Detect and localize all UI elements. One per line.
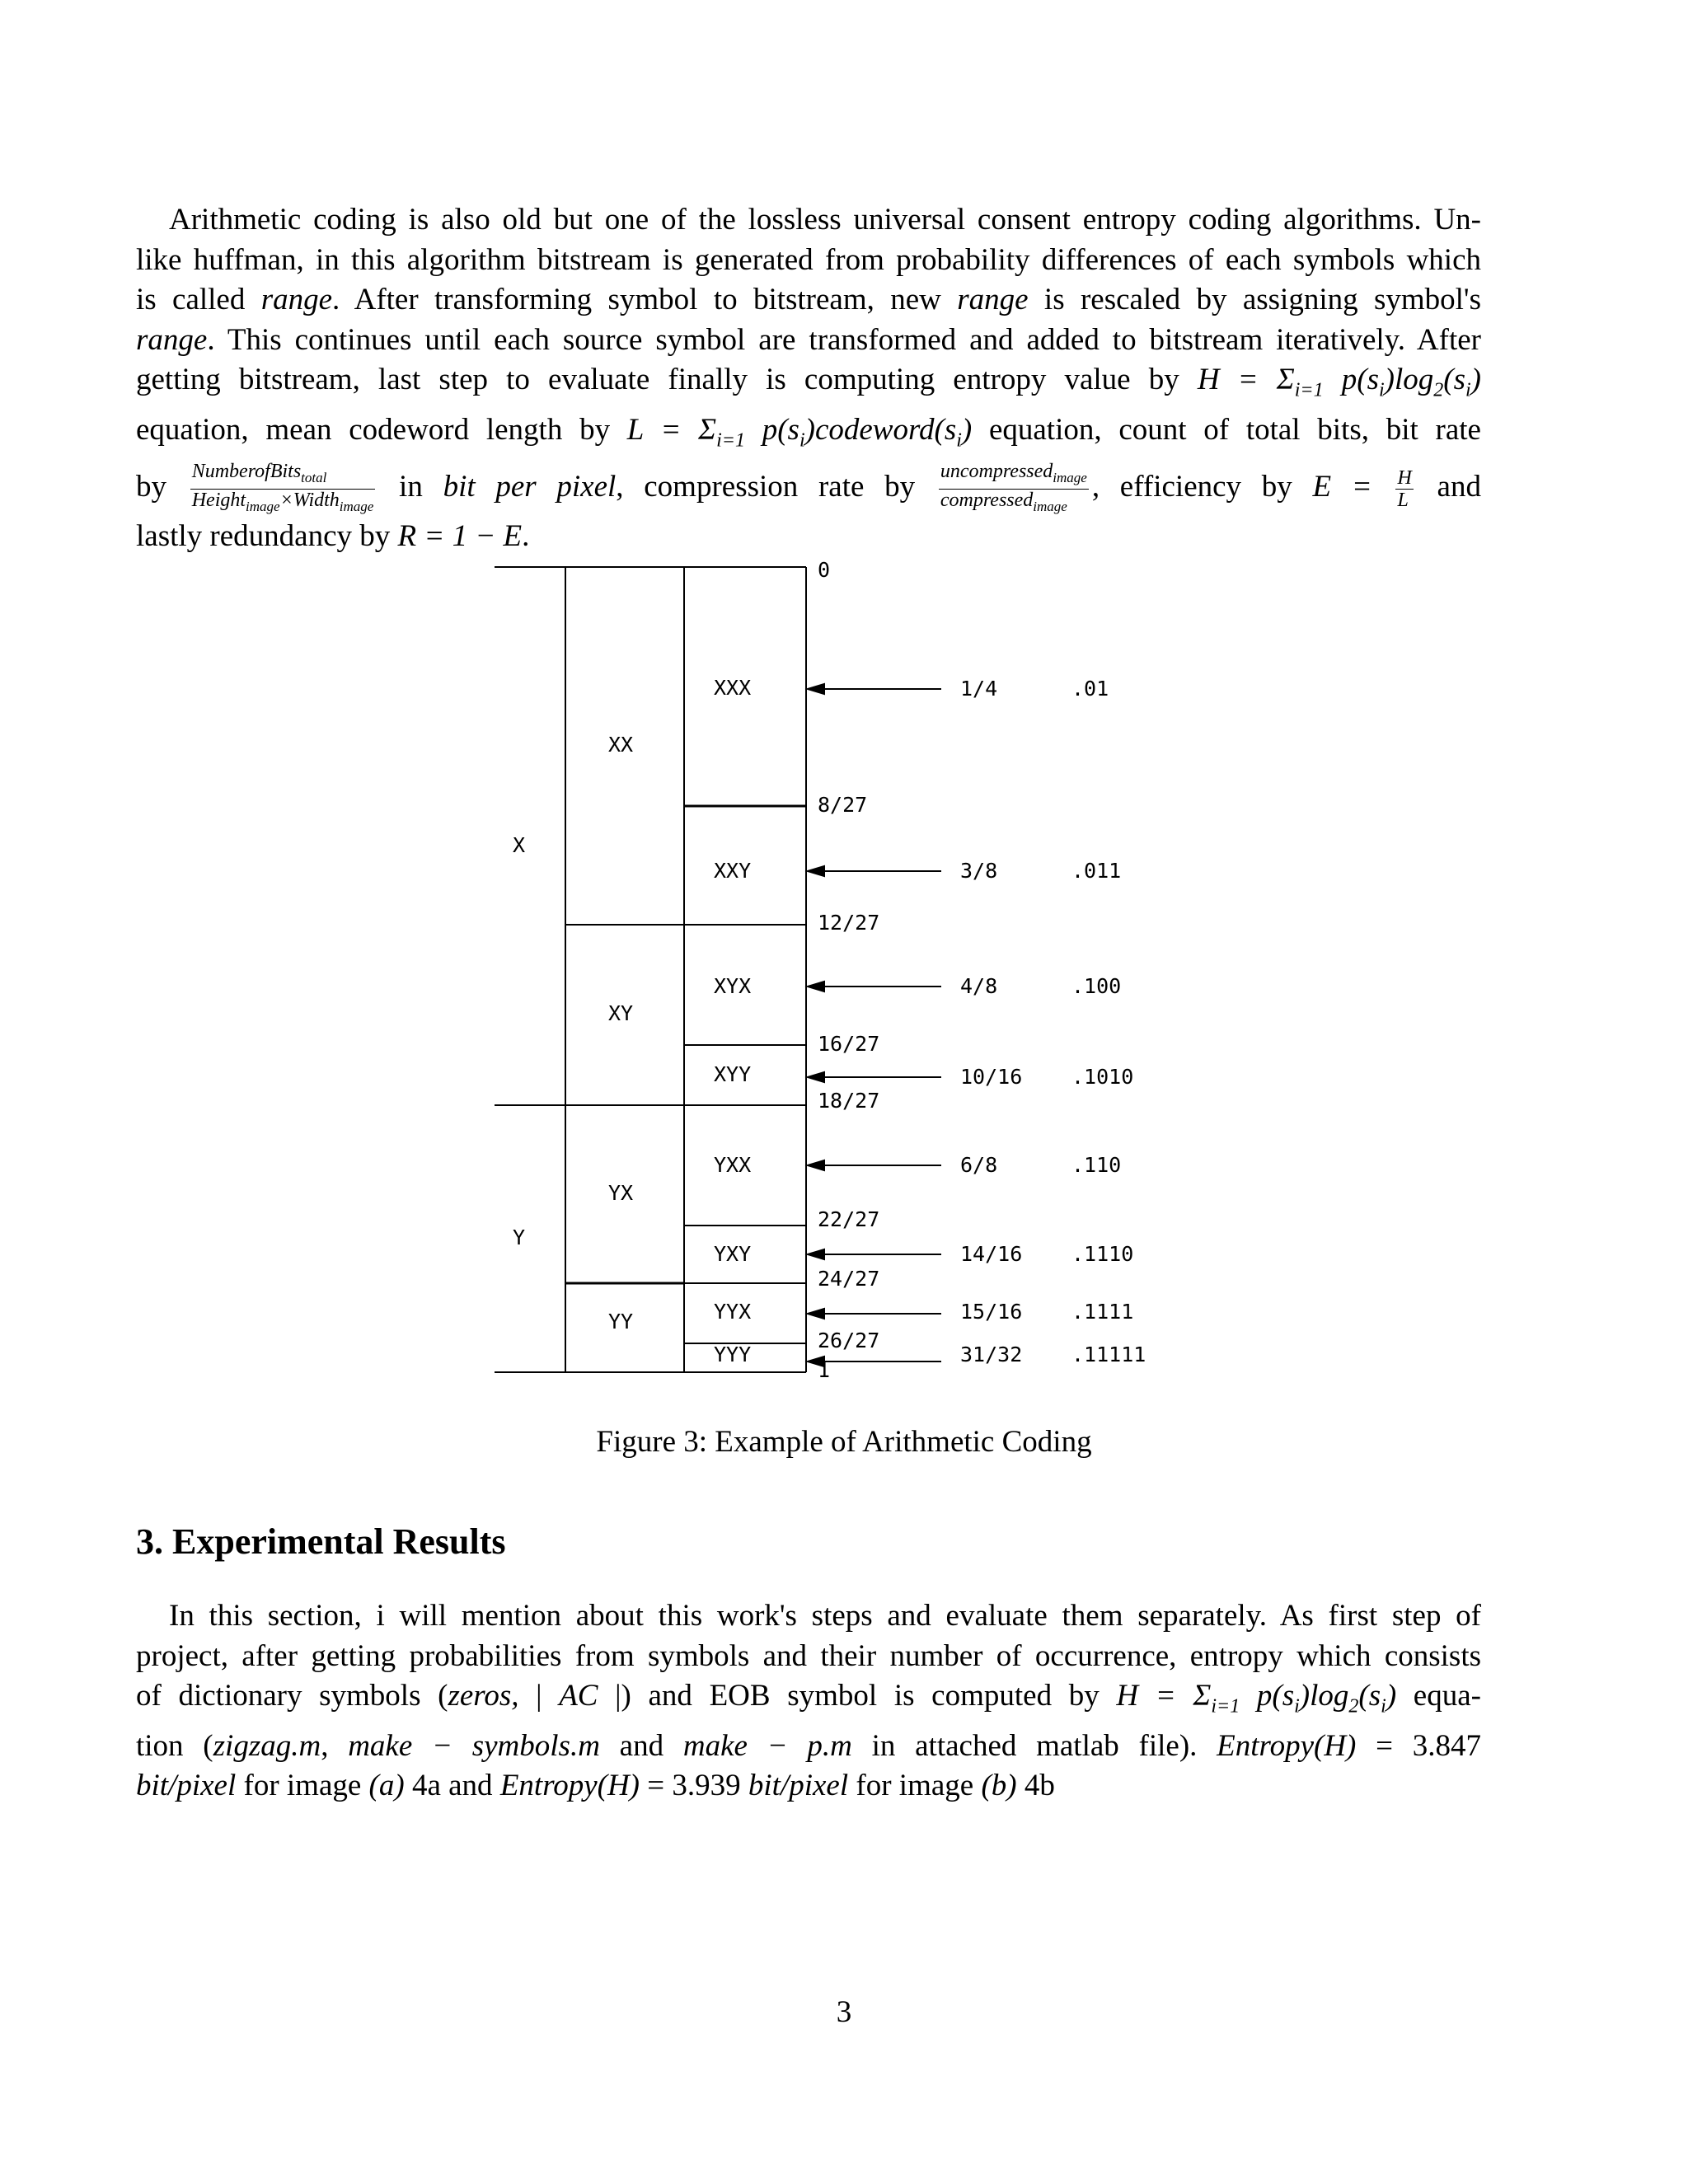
- tag-value: 3/8: [960, 859, 998, 883]
- bitrate-fraction: $\frac{NumberofBits_{total}}{Height_{image}\times Width_{image}}$: [191, 460, 374, 514]
- para1-line: by $\frac{NumberofBits_{total}}{Height_{image}\times Width_{image}}$ in bit per pixel, compression rate by $\frac{uncompressed_{image}}{compressed_{image}}$ , efficiency by E = $\frac{H}{L}$ and: [136, 461, 1481, 518]
- boundary-label: 12/27: [818, 911, 880, 935]
- binary-code: .01: [1071, 677, 1109, 701]
- tag-value: 31/32: [960, 1343, 1023, 1366]
- binary-code: .1110: [1071, 1242, 1134, 1266]
- compression-rate-fraction: $\frac{uncompressed_{image}}{compressed_{image}}$: [940, 460, 1087, 514]
- entropy-equation: $H = \Sigma_{i=1}$ $p(s_i)\log_2(s_i)$: [1116, 1679, 1397, 1718]
- boundary-label: 26/27: [818, 1329, 880, 1352]
- boundary-label: 0: [818, 558, 831, 582]
- level2-label: YY: [608, 1310, 634, 1333]
- codeword-length-equation: $L = \Sigma_{i=1}$ $p(s_i)codeword(s_i)$: [626, 412, 973, 452]
- tag-value: 15/16: [960, 1300, 1023, 1324]
- para1-line: is called range. After transforming symbol to bitstream, new range is rescaled by assigning symbol's: [136, 283, 1481, 316]
- level3-label: XYY: [714, 1062, 752, 1086]
- boundary-label: 18/27: [818, 1089, 880, 1113]
- binary-code: .1010: [1071, 1065, 1134, 1089]
- para1-line: like huffman, in this algorithm bitstream is generated from probability differences of each symbols which: [136, 242, 1481, 277]
- para1-line: getting bitstream, last step to evaluate finally is computing entropy value by $H = \Sigma_{i=1}$ $p(s_i)\log_2(s_i)$: [136, 363, 1481, 401]
- level2-label: XY: [608, 1001, 634, 1025]
- entropy-equation: $H = \Sigma_{i=1}$ $p(s_i)\log_2(s_i)$: [1197, 363, 1481, 401]
- para1-line: Arithmetic coding is also old but one of the lossless universal consent entropy coding algorithms. Un-: [169, 203, 1481, 237]
- level3-label: XXX: [714, 676, 752, 700]
- efficiency-fraction: $\frac{H}{L}$: [1397, 466, 1412, 511]
- level3-label: YXX: [714, 1153, 752, 1177]
- binary-code: .011: [1071, 859, 1122, 883]
- binary-code: .110: [1071, 1153, 1122, 1177]
- para1-line: range. This continues until each source symbol are transformed and added to bitstream iteratively. After: [136, 322, 1481, 357]
- level2-label: XX: [608, 733, 634, 757]
- figure-caption: Figure 3: Example of Arithmetic Coding: [596, 1425, 1092, 1459]
- level1-label: X: [513, 833, 526, 857]
- tag-value: 10/16: [960, 1065, 1023, 1089]
- boundary-label: 16/27: [818, 1032, 880, 1056]
- boundary-label: 22/27: [818, 1207, 880, 1231]
- paragraph-experimental-results: [136, 1596, 1481, 1807]
- para2-line: tion (zigzag.m, make − symbols.m and make − p.m in attached matlab file). Entropy(H) = 3.847: [136, 1728, 1481, 1763]
- boundary-label: 8/27: [818, 793, 868, 817]
- para2-line: of dictionary symbols (zeros, | AC |) and EOB symbol is computed by $H = \Sigma_{i=1}$ $p(s_i)\log_2(s_i)$ equa-: [136, 1679, 1481, 1718]
- tag-value: 6/8: [960, 1153, 998, 1177]
- tag-value: 1/4: [960, 677, 998, 701]
- figure-lines: [495, 567, 806, 1372]
- level3-label: YYX: [714, 1300, 752, 1324]
- para1-line: lastly redundancy by R = 1 − E.: [136, 519, 530, 554]
- para2-line: project, after getting probabilities from symbols and their number of occurrence, entropy which consists: [136, 1638, 1481, 1673]
- tag-arrows: [808, 684, 941, 1366]
- section-title: 3. Experimental Results: [136, 1521, 506, 1562]
- level3-label: YXY: [714, 1242, 752, 1266]
- level2-label: YX: [608, 1181, 634, 1205]
- para1-line: equation, mean codeword length by $L = \Sigma_{i=1}$ $p(s_i)codeword(s_i)$ equation, count of total bits, bit rate: [136, 412, 1481, 452]
- binary-code: .1111: [1071, 1300, 1134, 1324]
- level3-label: XXY: [714, 859, 752, 883]
- level1-label: Y: [513, 1226, 526, 1249]
- tag-value: 4/8: [960, 974, 998, 998]
- para2-line: In this section, i will mention about this work's steps and evaluate them separately. As first step of: [169, 1599, 1481, 1633]
- page-number: 3: [836, 1995, 852, 2029]
- level3-label: XYX: [714, 974, 752, 998]
- para2-line: bit/pixel for image (a) 4a and Entropy(H) = 3.939 bit/pixel for image (b) 4b: [136, 1769, 1055, 1803]
- binary-code: .11111: [1071, 1343, 1146, 1366]
- level3-label: YYY: [714, 1343, 752, 1366]
- boundary-label: 24/27: [818, 1267, 880, 1291]
- tag-value: 14/16: [960, 1242, 1023, 1266]
- boundary-label: 1: [818, 1358, 831, 1382]
- binary-code: .100: [1071, 974, 1122, 998]
